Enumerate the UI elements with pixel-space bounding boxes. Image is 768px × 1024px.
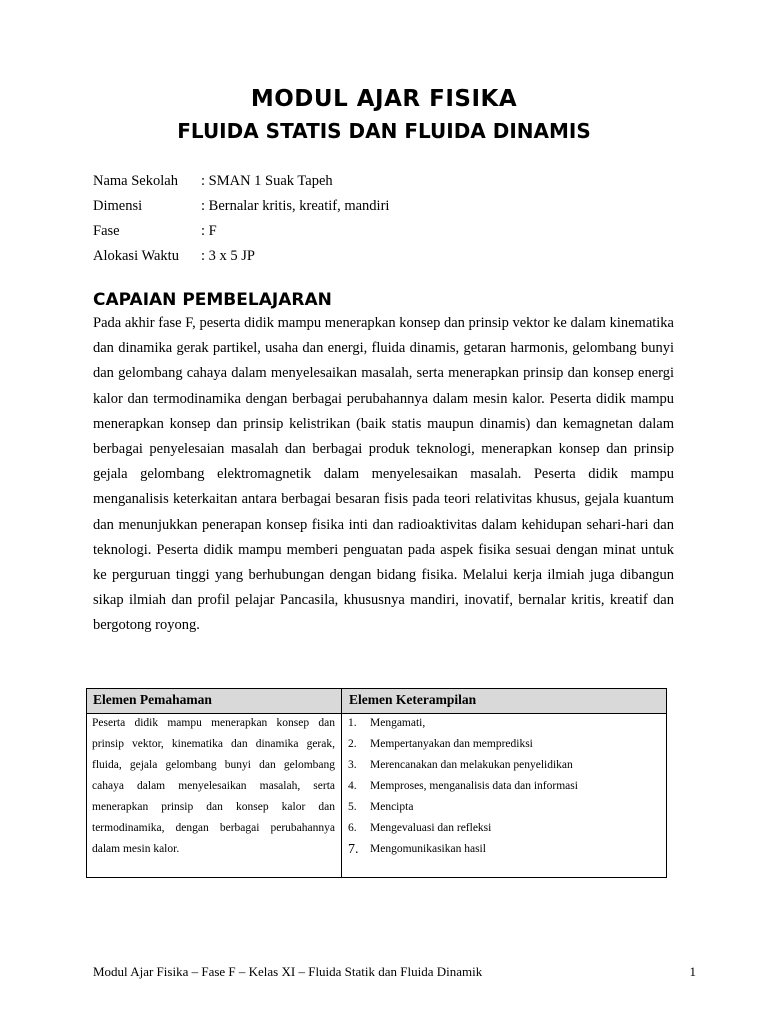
document-subtitle: FLUIDA STATIS DAN FLUIDA DINAMIS bbox=[177, 119, 591, 143]
info-value: : F bbox=[201, 223, 217, 239]
footer-text: Modul Ajar Fisika – Fase F – Kelas XI – Fluida Statik dan Fluida Dinamik bbox=[93, 964, 483, 979]
info-label: Dimensi bbox=[93, 198, 143, 214]
info-row-school bbox=[93, 170, 693, 195]
page-number: 1 bbox=[689, 964, 696, 979]
list-item-number: 7. bbox=[348, 842, 359, 857]
info-row-phase bbox=[93, 220, 693, 245]
table-header-row bbox=[87, 689, 666, 714]
table-header-cell: Elemen Keterampilan bbox=[349, 692, 477, 707]
list-item-number: 5. bbox=[348, 801, 357, 813]
info-value: : 3 x 5 JP bbox=[201, 248, 255, 264]
info-label: Fase bbox=[93, 223, 120, 239]
list-item-number: 1. bbox=[348, 717, 357, 729]
list-item-number: 4. bbox=[348, 780, 357, 792]
learning-outcome-paragraph: Pada akhir fase F, peserta didik mampu menerapkan konsep dan prinsip vektor ke dalam kinematika dan dinamika gerak partikel, usaha dan energi, fluida dinamis, getaran harmonis, gelombang bunyi dan gelombang cahaya dalam menyelesaikan masalah, serta menerapkan prinsip dan konsep energi kalor dan termodinamika dengan berbagai perubahannya dalam mesin kalor. Peserta didik mampu menerapkan konsep dan prinsip kelistrikan (baik statis maupun dinamis) dan kemagnetan dalam berbagai penyelesaian masalah dan berbagai produk teknologi, menerapkan konsep dan prinsip gejala gelombang elektromagnetik dalam menyelesaikan masalah. Peserta didik mampu menganalisis keterkaitan antara berbagai besaran fisis pada teori relativitas khusus, gejala kuantum dan menunjukkan penerapan konsep fisika inti dan radioaktivitas dalam kehidupan sehari-hari dan teknologi. Peserta didik mampu memberi penguatan pada aspek fisika sesuai dengan minat untuk ke perguruan tinggi yang berhubungan dengan bidang fisika. Melalui kerja ilmiah juga dibangun sikap ilmiah dan profil pelajar Pancasila, khususnya mandiri, inovatif, bernalar kritis, kreatif dan bergotong royong. bbox=[93, 315, 674, 634]
info-value: : SMAN 1 Suak Tapeh bbox=[201, 173, 333, 189]
info-block bbox=[93, 170, 693, 270]
list-item bbox=[348, 734, 658, 755]
list-item-text: Mengomunikasikan hasil bbox=[370, 843, 486, 855]
list-item-text: Mengevaluasi dan refleksi bbox=[370, 822, 492, 834]
table-header-cell: Elemen Pemahaman bbox=[93, 692, 212, 707]
table-column-divider bbox=[341, 689, 342, 877]
elements-table bbox=[86, 688, 667, 878]
info-row-time-allocation bbox=[93, 245, 693, 270]
info-label: Nama Sekolah bbox=[93, 173, 178, 189]
list-item-text: Mengamati, bbox=[370, 717, 426, 729]
list-item-number: 2. bbox=[348, 738, 357, 750]
page-footer bbox=[93, 964, 696, 980]
info-value: : Bernalar kritis, kreatif, mandiri bbox=[201, 198, 390, 214]
list-item-text: Mencipta bbox=[370, 801, 414, 813]
list-item-text: Mempertanyakan dan memprediksi bbox=[370, 738, 533, 750]
list-item bbox=[348, 713, 658, 734]
table-cell-pemahaman: Peserta didik mampu menerapkan konsep dan prinsip vektor, kinematika dan dinamika gerak, fluida, gejala gelombang bunyi dan gelombang cahaya dalam menyelesaikan masalah, serta menerapkan prinsip dan konsep kalor dan termodinamika, dengan berbagai perubahannya dalam mesin kalor. bbox=[92, 717, 335, 855]
list-item-text: Merencanakan dan melakukan penyelidikan bbox=[370, 759, 573, 771]
list-item bbox=[348, 776, 658, 797]
section-heading: CAPAIAN PEMBELAJARAN bbox=[93, 290, 332, 310]
list-item-number: 6. bbox=[348, 822, 357, 834]
info-row-dimension bbox=[93, 195, 693, 220]
list-item bbox=[348, 797, 658, 818]
list-item-text: Memproses, menganalisis data dan informasi bbox=[370, 780, 578, 792]
list-item-number: 3. bbox=[348, 759, 357, 771]
list-item bbox=[348, 839, 658, 860]
list-item bbox=[348, 755, 658, 776]
list-item bbox=[348, 818, 658, 839]
skills-list bbox=[348, 713, 658, 860]
document-title: MODUL AJAR FISIKA bbox=[250, 86, 518, 112]
info-label: Alokasi Waktu bbox=[93, 248, 179, 264]
